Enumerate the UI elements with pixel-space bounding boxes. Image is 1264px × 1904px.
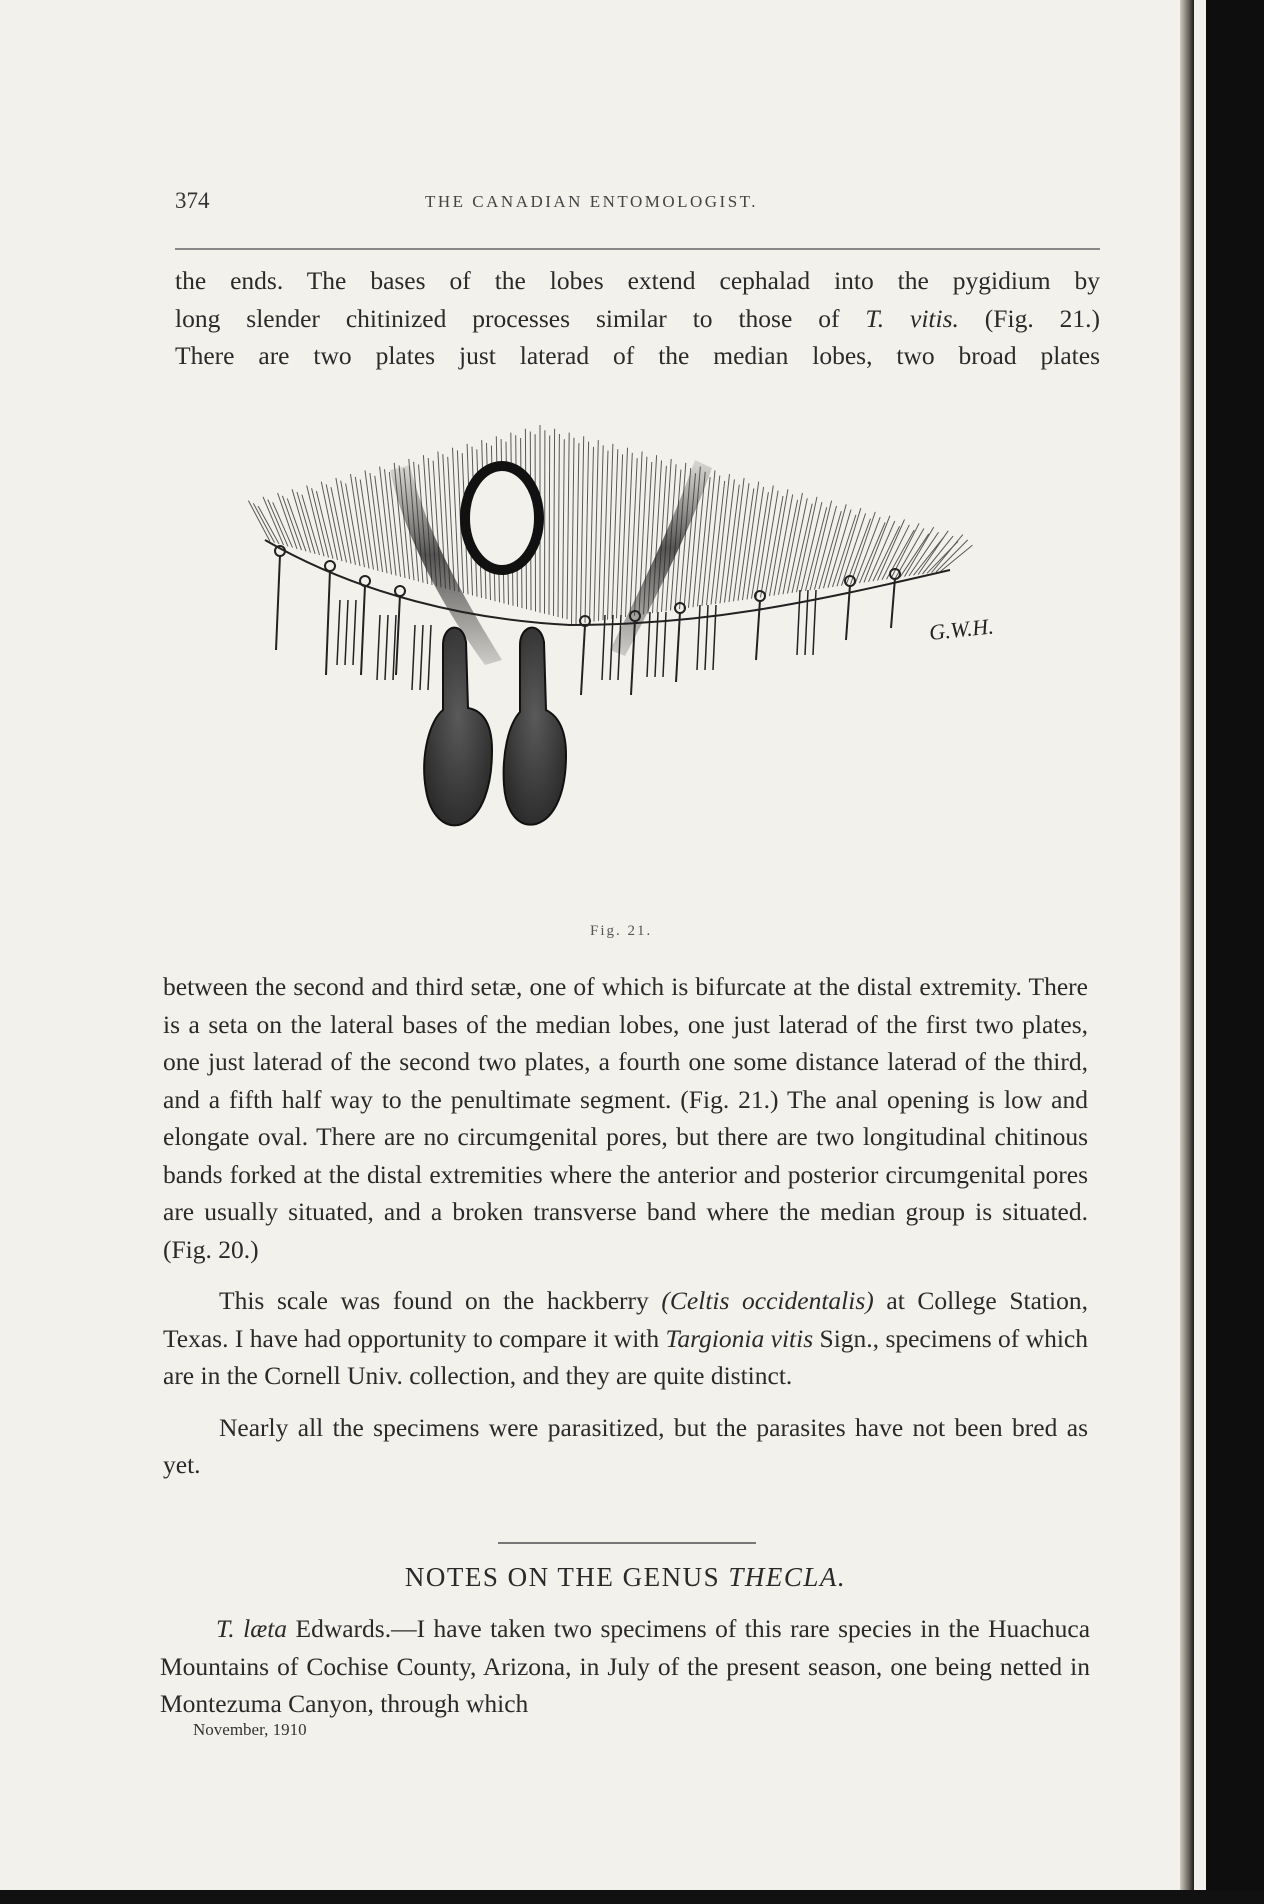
text-line	[175, 300, 1100, 338]
paragraph	[160, 1610, 1090, 1723]
page-edge-shadow	[1180, 0, 1194, 1890]
text-span: long slender chitinized processes similar to those of	[175, 303, 866, 333]
issue-date: November, 1910	[193, 1720, 307, 1739]
text-span: Sign., specimens of which are in the Cornell Univ. collection, and they are quite distinct.	[163, 1323, 1088, 1390]
text-line: There are two plates just laterad of the median lobes, two broad plates	[175, 341, 1100, 370]
top-paragraph	[175, 262, 1100, 375]
text-span: This scale was found on the hackberry	[219, 1286, 662, 1315]
paragraph: between the second and third setæ, one of which is bifurcate at the distal extremity. There is a seta on the lateral bases of the median lobes, one just laterad of the first two plates, one just laterad of the second two plates, a fourth one some distance laterad of the third, and a fifth half way to the penultimate segment. (Fig. 21.) The anal opening is low and elongate oval. There are no circumgenital pores, but there are two longitudinal chitinous bands forked at the distal extremities where the anterior and posterior circumgenital pores are usually situated, and a broken transverse band where the median group is situated. (Fig. 20.)	[163, 972, 1088, 1264]
paragraph: Nearly all the specimens were parasitized, but the parasites have not been bred as yet.	[163, 1412, 1088, 1479]
text-span: at College Station, Texas. I have had opportunity to compare it with	[163, 1286, 1088, 1353]
species-name: T. vitis.	[865, 303, 959, 333]
chitinous-band-right	[610, 460, 712, 656]
figure-pygidium-illustration	[240, 420, 1030, 860]
journal-title: THE CANADIAN ENTOMOLOGIST.	[425, 192, 759, 211]
section-title	[163, 1562, 1088, 1593]
scan-border	[0, 1890, 1264, 1904]
text-line: the ends. The bases of the lobes extend cephalad into the pygidium by	[175, 266, 1100, 295]
hatching-lines	[248, 425, 972, 625]
title-text: NOTES ON THE GENUS	[404, 1562, 729, 1592]
illustrator-signature: G.W.H.	[927, 613, 995, 645]
figure-caption: Fig. 21.	[590, 923, 653, 939]
body-text	[163, 968, 1088, 1498]
text-span: (Fig. 21.)	[958, 303, 1100, 333]
header-rule	[175, 248, 1100, 250]
running-head	[175, 188, 1100, 222]
anal-opening	[465, 466, 539, 570]
species-name: Targionia vitis	[665, 1323, 814, 1353]
text-span: Edwards.—I have taken two specimens of this rare species in the Huachuca Mountains of Cochise County, Arizona, in July of the present season, one being netted in Montezuma Canyon, through which	[160, 1614, 1091, 1718]
median-lobe-right	[504, 628, 566, 825]
page-number: 374	[175, 188, 210, 213]
plant-name: (Celtis occidentalis)	[661, 1286, 874, 1315]
species-name: T. læta	[216, 1614, 288, 1643]
genus-name: THECLA.	[728, 1562, 847, 1592]
section-rule	[498, 1542, 756, 1544]
paragraph	[163, 1282, 1088, 1395]
